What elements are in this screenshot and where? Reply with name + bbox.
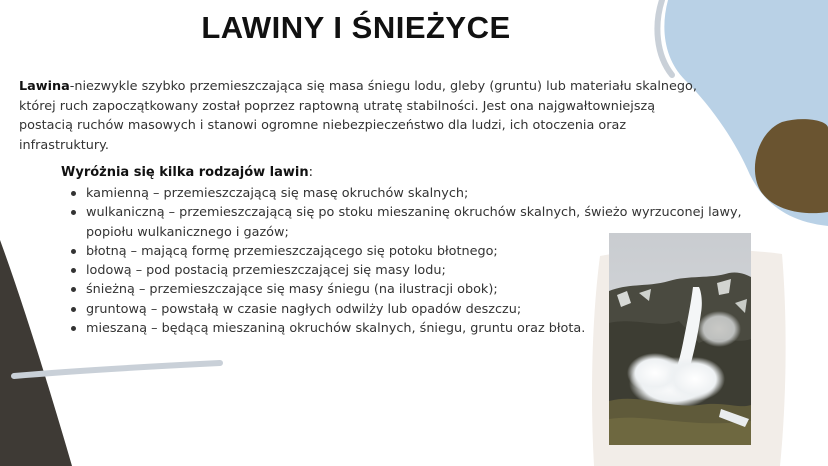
list-item: gruntową – powstałą w czasie nagłych odwilży lub opadów deszczu; [68,300,790,319]
list-item: mieszaną – będącą mieszaniną okruchów skalnych, śniegu, gruntu oraz błota. [68,319,790,338]
avalanche-photo [609,233,751,445]
decor-gray-stroke [10,357,224,383]
types-heading [61,165,313,180]
definition-term: Lawina [19,79,70,94]
types-heading-text: Wyróżnia się kilka rodzajów lawin [61,165,309,180]
definition-paragraph [19,77,709,155]
list-item: śnieżną – przemieszczające się masy śniegu (na ilustracji obok); [68,280,790,299]
slide-title: LAWINY I ŚNIEŻYCE [201,10,511,45]
definition-text: -niezwykle szybko przemieszczająca się masa śniegu lodu, gleby (gruntu) lub materiału skalnego, której ruch zapoczątkowany został poprzez raptowną utratę stabilności. Jest ona najgwałtowniejszą postacią ruchów masowych i stanowi ogromne niebezpieczeństwo dla ludzi, ich otoczenia oraz infrastruktury. [19,79,697,153]
list-item: błotną – mającą formę przemieszczającego się potoku błotnego; [68,242,790,261]
list-item: wulkaniczną – przemieszczającą się po stoku mieszaninę okruchów skalnych, świeżo wyrzuconej lawy, popiołu wulkanicznego i gazów; [68,203,790,242]
list-item: lodową – pod postacią przemieszczającej się masy lodu; [68,261,790,280]
list-item: kamienną – przemieszczającą się masę okruchów skalnych; [68,184,790,203]
types-heading-colon: : [308,165,314,180]
